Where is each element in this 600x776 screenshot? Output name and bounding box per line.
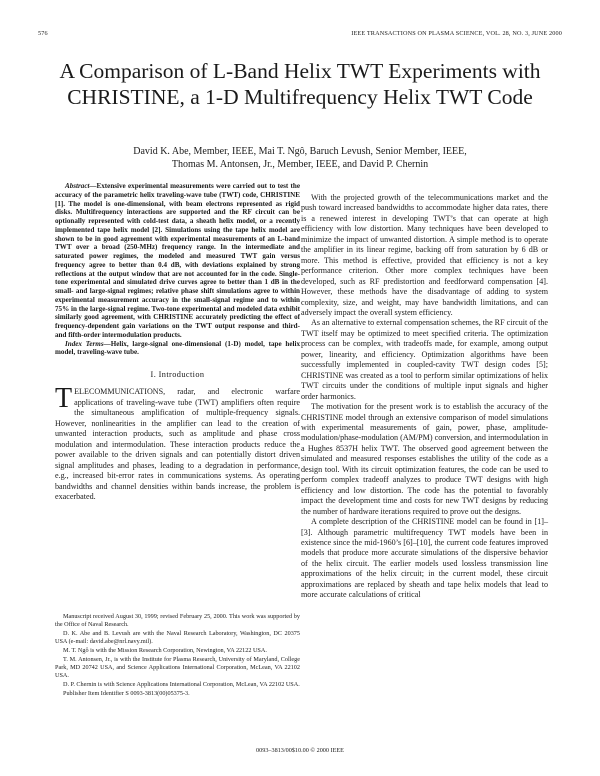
footnote: Publisher Item Identifier S 0093-3813(00)05375-3.	[63, 690, 190, 697]
body-paragraph: With the projected growth of the telecommunications market and the push toward increased bandwidths to accommodate higher data rates, there is a renewed interest in developing TWT’s that can operate at high efficiency with low distortion. Many techniques have been developed to minimize the impact of unwanted distortion. A simple method is to operate the amplifier in its linear regime, backing off from saturation by 6 dB or more. This method is effective, provided that efficiency is not a key performance criterion. Other more complex techniques have been developed, such as RF predistortion and feedforward compensation [4]. However, these methods have the disadvantage of adding to system complexity, size, and weight, may have bandwidth limitations, and can adversely impact the overall system efficiency.	[301, 193, 548, 317]
author-line-2: Thomas M. Antonsen, Jr., Member, IEEE, and David P. Chernin	[171, 159, 429, 170]
intro-first-word: ELECOMMUNICATIONS,	[74, 387, 166, 397]
intro-text: radar, and electronic warfare applications of traveling-wave tube (TWT) amplifiers often require the simultaneous amplification of multiple-frequency signals. However, nonlinearities in the amplifier can lead to the creation of unwanted interaction products, such as amplitude and phase cross modulation and intermodulation. These interaction products reduce the power available to the driven signals and can potentially distort driven signal amplitudes and phases, leading to a degradation in performance, e.g., increased bit-error rates in communications systems. As operating bandwidths and channel densities within bands increase, the problem is exacerbated.	[55, 387, 300, 501]
footnote: Manuscript received August 30, 1999; revised February 25, 2000. This work was supported by the Office of Naval Research.	[55, 613, 300, 628]
body-paragraph: As an alternative to external compensation schemes, the RF circuit of the TWT itself may be optimized to meet specified criteria. The optimization process can be complex, with tradeoffs made, for example, among output power, linearity, and efficiency. Optimization algorithms have been successfully implemented in coupled-cavity TWT design codes [5]; CHRISTINE was created as a tool to perform similar optimizations of helix TWT circuits under the conditions of multiple input signals and higher order harmonics.	[301, 318, 548, 401]
author-list	[60, 145, 540, 171]
footnote: D. K. Abe and B. Levush are with the Naval Research Laboratory, Washington, DC 20375 USA (e-mail: david.abe@nrl.navy.mil).	[55, 630, 300, 645]
running-head	[38, 30, 562, 40]
copyright-footer: 0093–3813/00$10.00 © 2000 IEEE	[256, 747, 344, 754]
index-terms-label: Index Terms—	[65, 339, 111, 348]
left-column	[55, 182, 300, 502]
abstract-text: Extensive experimental measurements were carried out to test the accuracy of the parametric helix traveling-wave tube (TWT) code, CHRISTINE [1]. The model is one-dimensional, with beam electrons represented as rigid disks. Multifrequency interactions are supported and the RF circuit can be optionally represented with cold-test data, a sheath helix model, or a recently implemented tape helix model [2]. Simulations using the tape helix model are shown to be in good agreement with experimental measurements of an L-band TWT over a broad (250-MHz) frequency range. In the intermediate and saturated power regimes, the modeled and measured TWT gain versus frequency agree to better than 0.4 dB, with deviations explained by strong reflections at the output window that are not accounted for in the code. Single-tone experimental and simulated drive curves agree to better than 1 dB in the small- and large-signal regimes; relative phase shift simulations agree to within experimental measurement accuracy in the small-signal regime and to within 75% in the large-signal regime. Two-tone experimental and modeled data exhibit similarly good agreement, with CHRISTINE accurately predicting the effect of frequency-dependent gain variations on the TWT output response and third- and fifth-order intermodulation products.	[55, 182, 300, 339]
journal-header: IEEE TRANSACTIONS ON PLASMA SCIENCE, VOL. 28, NO. 3, JUNE 2000	[351, 30, 562, 37]
section-heading-introduction: I. Introduction	[150, 370, 205, 379]
footnote: T. M. Antonsen, Jr., is with the Institute for Plasma Research, University of Maryland, College Park, MD 20742 USA, and Science Applications International Corporation, McLean, VA 22102 USA.	[55, 656, 300, 679]
footnote: D. P. Chernin is with Science Applications International Corporation, McLean, VA 22102 USA.	[63, 681, 300, 688]
author-line-1: David K. Abe, Member, IEEE, Mai T. Ngô, Baruch Levush, Senior Member, IEEE,	[133, 146, 467, 157]
body-paragraph: A complete description of the CHRISTINE model can be found in [1]–[3]. Although parametric multifrequency TWT models have been in existence since the mid-1960’s [6]–[10], the current code features improved models that produce more accurate simulations of the dispersive behavior of the helix circuit. The earlier models used lossless transmission line approximations of the helix circuit; in the current model, these circuit approximations are replaced by sheath and tape helix models that lead to more accurate calculations of critical	[301, 517, 548, 600]
footnote: M. T. Ngô is with the Mission Research Corporation, Newington, VA 22122 USA.	[63, 647, 267, 654]
footnotes	[55, 613, 300, 699]
body-paragraph: The motivation for the present work is to establish the accuracy of the CHRISTINE model through an extensive comparison of model simulations with experimental measurements of gain, power, phase, amplitude-modulation/phase-modulation (AM/PM) conversion, and intermodulation in a Hughes 8537H helix TWT. The observed good agreement between the simulated and measured responses establishes the utility of the code as a design tool. With its circuit optimization features, the code can be used to perform complex tradeoff analyzes to produce TWT designs with high efficiency and low distortion. The code has the potential to favorably impact the development time and costs for new TWT designs by reducing the number of hardware iterations required to prove out the designs.	[301, 402, 548, 516]
drop-cap: T	[55, 383, 73, 415]
paper-title: A Comparison of L-Band Helix TWT Experiments with CHRISTINE, a 1-D Multifrequency Helix TWT Code	[59, 59, 541, 109]
page-number: 576	[38, 30, 48, 37]
right-column	[301, 193, 548, 601]
abstract	[55, 182, 300, 340]
index-terms	[55, 340, 300, 358]
index-terms-text: Helix, large-signal one-dimensional (1-D) model, tape helix model, traveling-wave tube.	[55, 339, 300, 357]
intro-paragraph	[55, 383, 300, 502]
abstract-label: Abstract—	[65, 182, 97, 190]
